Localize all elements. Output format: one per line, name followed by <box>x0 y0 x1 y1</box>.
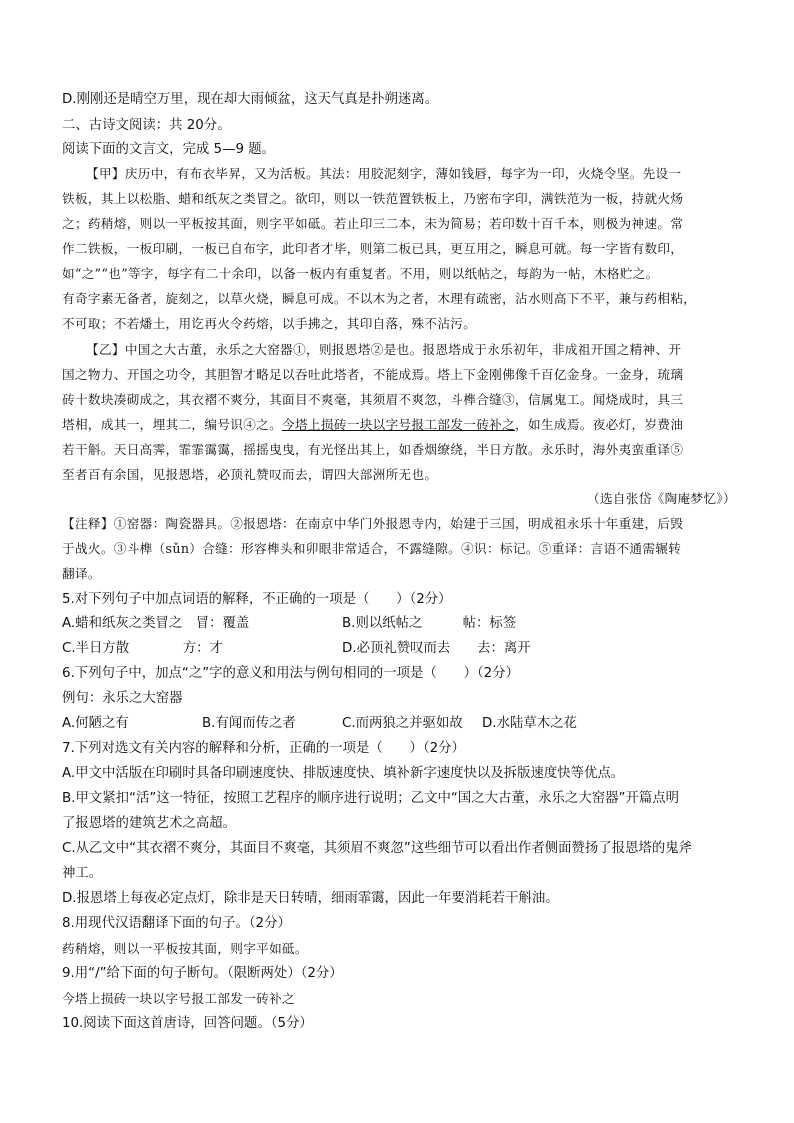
q9-sentence: 今塔上损砖一块以字号报工部发一砖补之 <box>62 991 295 1006</box>
passage-jia-line: 如“之”“也”等字，每字有二十余印，以备一板内有重复者。不用，则以纸帖之，每韵为一帖，木格贮之。 <box>62 266 659 281</box>
q7-option-a: A.甲文中活版在印刷时具备印刷速度快、排版速度快、填补新字速度快以及拆版速度快等优点。 <box>62 766 625 781</box>
q7-option-b: B.甲文紧扣“活”这一特征，按照工艺程序的顺序进行说明；乙文中“国之大古董，永乐之大窑器”开篇点明 <box>62 791 679 806</box>
passage-jia-line: 有奇字素无备者，旋刻之，以草火烧，瞬息可成。不以木为之者，木理有疏密，沾水则高下不平，兼与药相粘， <box>62 291 697 306</box>
section-intro: 阅读下面的文言文，完成 5—9 题。 <box>62 142 276 157</box>
section-title: 二、古诗文阅读：共 20分。 <box>62 118 231 133</box>
q4-option-d: D.刚刚还是晴空万里，现在却大雨倾盆，这天气真是扑朔迷离。 <box>62 92 439 107</box>
q10-stem: 10.阅读下面这首唐诗，回答问题。（5分） <box>62 1016 313 1031</box>
q5-option-c: C.半日方散 方：才 <box>62 641 223 656</box>
q6-stem: 6.下列句子中，加点“之”字的意义和用法与例句相同的一项是（ ）（2分） <box>62 666 519 681</box>
q6-example: 例句：永乐之大窑器 <box>62 691 183 706</box>
q5-option-a: A.蜡和纸灰之类冒之 冒：覆盖 <box>62 616 250 631</box>
q6-option-a: A.何陋之有 <box>62 716 129 731</box>
passage-yi-line: 国之物力、开国之功令，其胆智才略足以吞吐此塔者，不能成焉。塔上下金刚佛像千百亿金身。一金身，琉璃 <box>62 367 684 382</box>
q5-option-d: D.必顶礼赞叹而去 去：离开 <box>342 641 531 656</box>
q6-option-b: B.有闻而传之者 <box>202 716 296 731</box>
q7-stem: 7.下列对选文有关内容的解释和分析，正确的一项是（ ）（2分） <box>62 741 465 756</box>
passage-yi-line: 【乙】中国之大古董，永乐之大窑器①，则报恩塔②是也。报恩塔成于永乐初年，非成祖开国之精神、开 <box>86 342 682 357</box>
notes-line: 翻译。 <box>62 566 101 581</box>
passage-yi-text: 塔相，成其一，埋其二，编号识④之。 <box>62 417 283 432</box>
q6-option-d: D.水陆草木之花 <box>482 716 577 731</box>
passage-yi-line: 砖十数块凑砌成之，其衣褶不爽分，其面目不爽毫，其须眉不爽忽，斗榫合缝③，信属鬼工。闻烧成时，具三 <box>62 392 684 407</box>
q9-stem: 9.用“/”给下面的句子断句。（限断两处）（2分） <box>62 966 343 981</box>
underlined-sentence: 今塔上损砖一块以字号报工部发一砖补之 <box>282 417 516 432</box>
passage-yi-text: ，如生成焉。夜必灯，岁费油 <box>515 417 684 432</box>
passage-yi-line <box>62 416 736 434</box>
q7-option-c-cont: 神工。 <box>62 866 103 881</box>
notes-line: 【注释】①窑器：陶瓷器具。②报恩塔：在南京中华门外报恩寺内，始建于三国，明成祖永乐十年重建，后毁 <box>62 516 684 531</box>
passage-yi-line: 若干斛。天日高霁，霏霏霭霭，摇摇曳曳，有光怪出其上，如香烟缭绕，半日方散。永乐时，海外夷蛮重译⑤ <box>62 442 684 457</box>
q5-stem: 5.对下列句子中加点词语的解释，不正确的一项是（ ）（2分） <box>62 592 452 607</box>
passage-source: （选自张岱《陶庵梦忆》） <box>586 491 736 506</box>
q6-option-c: C.而两狼之并驱如故 <box>342 716 463 731</box>
notes-line: 于战火。③斗榫（sǔn）合缝：形容榫头和卯眼非常适合，不露缝隙。④识：标记。⑤重译：言语不通需辗转 <box>62 541 682 556</box>
q8-stem: 8.用现代汉语翻译下面的句子。（2分） <box>62 916 291 931</box>
passage-jia-line: 作二铁板，一板印刷，一板已自布字，此印者才毕，则第二板已具，更互用之，瞬息可就。每一字皆有数印， <box>62 241 684 256</box>
q5-option-b: B.则以纸帖之 帖：标签 <box>342 616 517 631</box>
q7-option-d: D.报恩塔上每夜必定点灯，除非是天日转晴，细雨霏霭，因此一年要消耗若干斛油。 <box>62 891 559 906</box>
passage-jia-line: 之；药稍熔，则以一平板按其面，则字平如砥。若止印三二本，未为简易；若印数十百千本，则极为神速。常 <box>62 216 684 231</box>
q8-sentence: 药稍熔，则以一平板按其面，则字平如砥。 <box>62 941 308 956</box>
passage-jia-line: 铁板，其上以松脂、蜡和纸灰之类冒之。欲印，则以一铁范置铁板上，乃密布字印，满铁范为一板，持就火炀 <box>62 191 684 206</box>
q7-option-b-cont: 了报恩塔的建筑艺术之高超。 <box>62 816 237 831</box>
passage-yi-line: 至者百有余国，见报恩塔，必顶礼赞叹而去，谓四大部洲所无也。 <box>62 467 438 482</box>
q7-option-c: C.从乙文中“其衣褶不爽分，其面目不爽毫，其须眉不爽忽”这些细节可以看出作者侧面赞扬了报恩塔的鬼斧 <box>62 841 693 856</box>
passage-jia-line: 不可取；不若燔土，用讫再火令药熔，以手拂之，其印自落，殊不沾污。 <box>62 316 477 331</box>
passage-jia-line: 【甲】庆历中，有布衣毕昇，又为活板。其法：用胶泥刻字，薄如钱唇，每字为一印，火烧令坚。先设一 <box>86 166 682 181</box>
